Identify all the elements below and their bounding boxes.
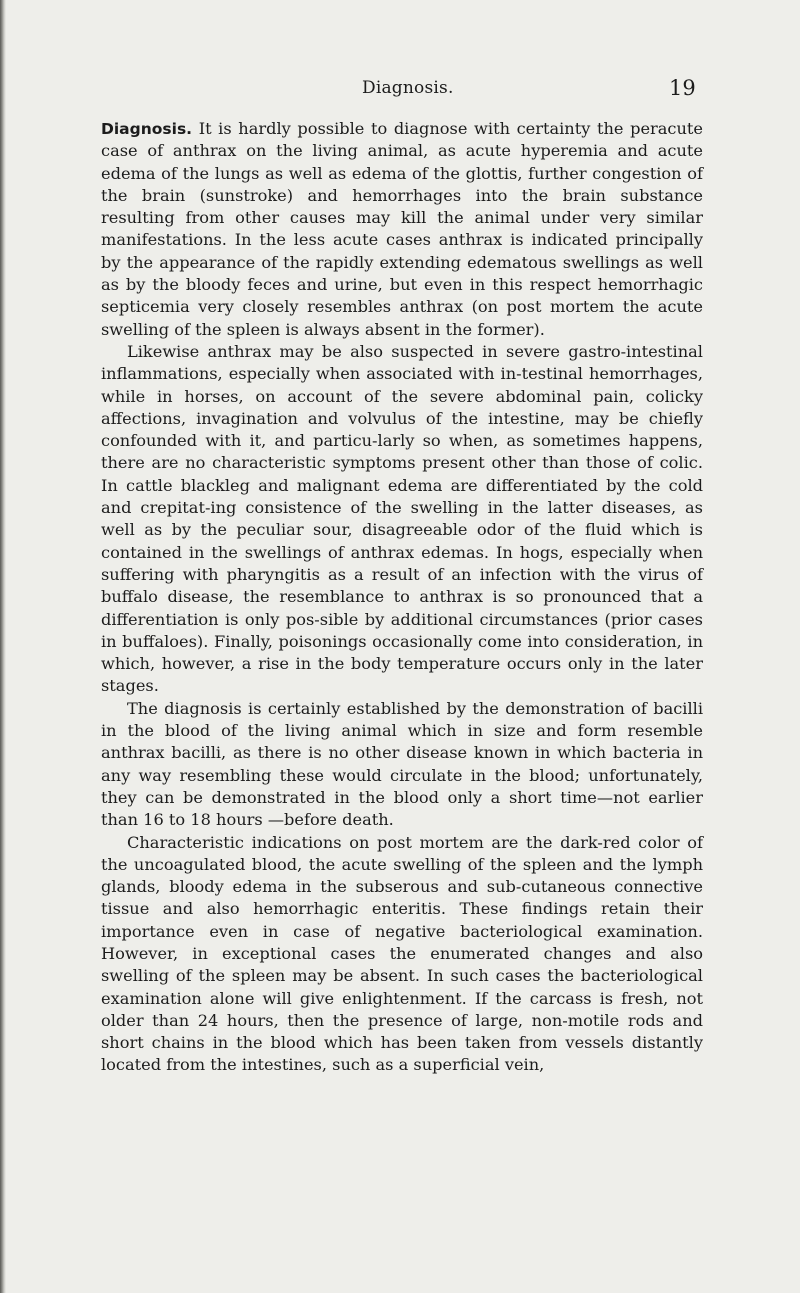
paragraph-4: Characteristic indications on post mortem are the dark-red color of the uncoagulated blood, the acute swelling of the spleen and the lymph glands, bloody edema in the subserous and sub-cutaneous connective tissue and also hemorrhagic enteritis. These findings retain their importance even in case of negative bacteriological examination. However, in exceptional cases the enumerated changes and also swelling of the spleen may be absent. In such cases the bacteriological examination alone will give enlightenment. If the carcass is fresh, not older than 24 hours, then the presence of large, non-motile rods and short chains in the blood which has been taken from vessels distantly located from the intestines, such as a superficial vein, [101, 832, 703, 1075]
paragraph-1 [101, 118, 703, 341]
page-binding-edge [0, 0, 6, 1293]
body-text [101, 118, 703, 1077]
section-lead-heading: Diagnosis. [101, 120, 193, 138]
running-title: Diagnosis. [362, 78, 454, 98]
running-head [0, 78, 800, 108]
paragraph-3: The diagnosis is certainly established by the demonstration of bacilli in the blood of the living animal which in size and form resemble anthrax bacilli, as there is no other disease known in which bacteria in any way resembling these would circulate in the blood; unfortunately, they can be demonstrated in the blood only a short time—not earlier than 16 to 18 hours —before death. [101, 698, 703, 830]
paragraph-2: Likewise anthrax may be also suspected in severe gastro-intestinal inflammations, especially when associated with in-testinal hemorrhages, while in horses, on account of the severe abdominal pain, colicky affections, invagination and volvulus of the intestine, may be chiefly confounded with it, and particu-larly so when, as sometimes happens, there are no characteristic symptoms present other than those of colic. In cattle blackleg and malignant edema are differentiated by the cold and crepitat-ing consistence of the swelling in the latter diseases, as well as by the peculiar sour, disagreeable odor of the fluid which is contained in the swellings of anthrax edemas. In hogs, especially when suffering with pharyngitis as a result of an infection with the virus of buffalo disease, the resemblance to anthrax is so pronounced that a differentiation is only pos-sible by additional circumstances (prior cases in buffaloes). Finally, poisonings occasionally come into consideration, in which, however, a rise in the body temperature occurs only in the later stages. [101, 341, 703, 696]
page-number: 19 [669, 76, 696, 100]
paragraph-1-text: It is hardly possible to diagnose with certainty the peracute case of anthrax on the living animal, as acute hyperemia and acute edema of the lungs as well as edema of the glottis, further congestion of the brain (sunstroke) and hemorrhages into the brain substance resulting from other causes may kill the animal under very similar manifestations. In the less acute cases anthrax is indicated principally by the appearance of the rapidly extending edematous swellings as well as by the bloody feces and urine, but even in this respect hemorrhagic septicemia very closely resembles anthrax (on post mortem the acute swelling of the spleen is always absent in the former). [101, 119, 703, 339]
